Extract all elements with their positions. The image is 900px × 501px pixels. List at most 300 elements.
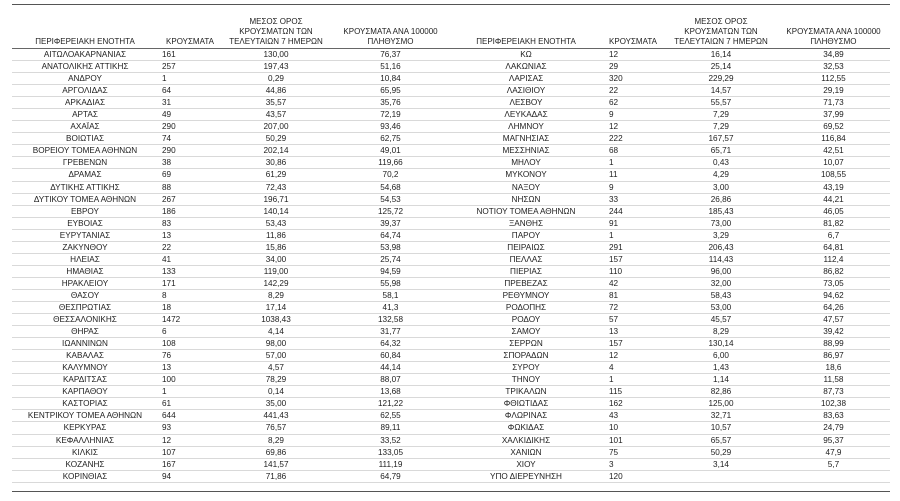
cases-cell: 222 xyxy=(609,134,623,144)
per-capita-cell: 86,82 xyxy=(823,266,844,276)
cases-cell: 62 xyxy=(609,98,619,108)
cases-cell: 88 xyxy=(162,182,172,192)
avg-cell: 0,14 xyxy=(268,387,284,397)
region-cell: ΑΙΤΩΛΟΑΚΑΡΝΑΝΙΑΣ xyxy=(43,50,127,59)
avg-cell: 1,14 xyxy=(713,375,729,385)
table-row xyxy=(451,374,890,386)
avg-cell: 0,29 xyxy=(268,74,284,84)
cases-cell: 12 xyxy=(609,50,619,59)
cases-cell: 133 xyxy=(162,266,176,276)
avg-cell: 61,29 xyxy=(265,170,287,180)
cases-cell: 42 xyxy=(609,278,619,288)
per-capita-cell: 35,76 xyxy=(380,98,401,108)
avg-cell: 45,57 xyxy=(710,315,732,325)
table-row xyxy=(451,109,890,121)
cases-cell: 1 xyxy=(609,230,614,240)
cases-cell: 74 xyxy=(162,134,172,144)
cases-cell: 29 xyxy=(609,62,619,72)
region-cell: ΝΗΣΩΝ xyxy=(511,194,541,204)
region-cell: ΑΡΚΑΔΙΑΣ xyxy=(64,98,106,108)
region-cell: ΗΡΑΚΛΕΙΟΥ xyxy=(61,278,109,288)
avg-cell: 3,00 xyxy=(713,182,729,192)
header-avg-line2: ΚΡΟΥΣΜΑΤΩΝ ΤΩΝ xyxy=(684,27,758,36)
per-capita-cell: 49,01 xyxy=(380,146,401,156)
avg-cell: 78,29 xyxy=(265,375,287,385)
region-cell: ΔΡΑΜΑΣ xyxy=(68,170,102,180)
per-capita-cell: 10,07 xyxy=(823,158,844,168)
avg-cell: 140,14 xyxy=(263,206,289,216)
avg-cell: 76,57 xyxy=(265,423,287,433)
cases-cell: 93 xyxy=(162,423,172,433)
avg-cell: 73,00 xyxy=(710,218,732,228)
cases-cell: 162 xyxy=(609,399,623,409)
region-cell: ΚΑΒΑΛΑΣ xyxy=(66,351,104,361)
header-per-line2: ΠΛΗΘΥΣΜΟ xyxy=(367,37,414,46)
region-cell: ΡΟΔΟΥ xyxy=(511,315,541,325)
table-row xyxy=(451,85,890,97)
cases-cell: 3 xyxy=(609,459,614,469)
per-capita-cell: 33,52 xyxy=(380,435,401,445)
header-avg xyxy=(665,17,777,47)
table-row xyxy=(451,447,890,459)
per-capita-cell: 44,14 xyxy=(380,363,401,373)
cases-cell: 1 xyxy=(162,387,167,397)
per-capita-cell: 76,37 xyxy=(380,50,401,59)
region-cell: ΚΟΡΙΝΘΙΑΣ xyxy=(62,471,108,481)
per-capita-cell: 69,52 xyxy=(823,122,844,132)
cases-cell: 72 xyxy=(609,302,619,312)
table-row xyxy=(12,194,451,206)
per-capita-cell: 70,2 xyxy=(382,170,399,180)
avg-cell: 8,29 xyxy=(713,327,729,337)
table-row xyxy=(451,254,890,266)
table-row xyxy=(451,206,890,218)
table-row xyxy=(12,182,451,194)
avg-cell: 1038,43 xyxy=(261,315,291,325)
per-capita-cell: 119,66 xyxy=(378,158,403,168)
per-capita-cell: 83,63 xyxy=(823,411,844,421)
table-row xyxy=(12,145,451,157)
per-capita-cell: 43,19 xyxy=(823,182,844,192)
per-capita-cell: 116,84 xyxy=(821,134,846,144)
cases-cell: 12 xyxy=(162,435,172,445)
avg-cell: 7,29 xyxy=(713,122,729,132)
per-capita-cell: 11,58 xyxy=(823,375,844,385)
per-capita-cell: 125,72 xyxy=(377,206,404,216)
per-capita-cell: 64,74 xyxy=(380,230,401,240)
avg-cell: 58,43 xyxy=(710,290,732,300)
table-row xyxy=(12,133,451,145)
per-capita-cell: 54,53 xyxy=(380,194,401,204)
region-cell: ΛΗΜΝΟΥ xyxy=(508,122,544,132)
avg-cell: 6,00 xyxy=(713,351,729,361)
avg-cell: 69,86 xyxy=(265,447,287,457)
per-capita-cell: 47,9 xyxy=(825,447,842,457)
table-row xyxy=(451,386,890,398)
per-capita-cell: 51,16 xyxy=(380,62,401,72)
table-row xyxy=(451,145,890,157)
avg-cell: 65,71 xyxy=(710,146,732,156)
table-row xyxy=(451,422,890,434)
region-cell: ΤΗΝΟΥ xyxy=(511,375,541,385)
table-row xyxy=(12,206,451,218)
region-cell: ΠΑΡΟΥ xyxy=(511,230,541,240)
per-capita-cell: 93,46 xyxy=(380,122,401,132)
region-cell: ΚΕΝΤΡΙΚΟΥ ΤΟΜΕΑ ΑΘΗΝΩΝ xyxy=(27,411,143,421)
avg-cell: 25,14 xyxy=(710,62,732,72)
table-row xyxy=(451,61,890,73)
region-cell: ΡΟΔΟΠΗΣ xyxy=(505,302,547,312)
region-cell: ΣΕΡΡΩΝ xyxy=(509,339,543,349)
per-capita-cell: 86,97 xyxy=(823,351,844,361)
avg-cell: 8,29 xyxy=(268,290,284,300)
avg-cell: 98,00 xyxy=(265,339,287,349)
avg-cell: 53,43 xyxy=(265,218,287,228)
table-row xyxy=(12,338,451,350)
table-row xyxy=(451,338,890,350)
table-row xyxy=(12,410,451,422)
avg-cell: 16,14 xyxy=(710,50,732,59)
table-right xyxy=(451,12,890,483)
avg-cell: 35,57 xyxy=(265,98,287,108)
region-cell: ΦΛΩΡΙΝΑΣ xyxy=(504,411,548,421)
avg-cell: 197,43 xyxy=(263,62,289,72)
region-cell: ΛΕΣΒΟΥ xyxy=(509,98,543,108)
region-cell: ΒΟΙΩΤΙΑΣ xyxy=(65,134,105,144)
per-capita-cell: 87,73 xyxy=(823,387,844,397)
cases-cell: 13 xyxy=(162,363,172,373)
per-capita-cell: 64,32 xyxy=(380,339,401,349)
per-capita-cell: 72,19 xyxy=(380,110,401,120)
avg-cell: 50,29 xyxy=(265,134,287,144)
region-cell: ΧΑΝΙΩΝ xyxy=(510,447,542,457)
cases-cell: 9 xyxy=(609,182,614,192)
avg-cell: 167,57 xyxy=(708,134,734,144)
table-row xyxy=(12,49,451,61)
cases-cell: 38 xyxy=(162,158,172,168)
cases-cell: 1472 xyxy=(162,315,181,325)
cases-cell: 33 xyxy=(609,194,619,204)
table-row xyxy=(451,73,890,85)
cases-cell: 1 xyxy=(162,74,167,84)
header-avg xyxy=(222,17,330,47)
table-body-right xyxy=(451,49,890,483)
table-row xyxy=(451,242,890,254)
region-cell: ΛΑΡΙΣΑΣ xyxy=(508,74,544,84)
region-cell: ΞΑΝΘΗΣ xyxy=(508,218,544,228)
avg-cell: 130,14 xyxy=(708,339,734,349)
cases-cell: 120 xyxy=(609,471,623,481)
region-cell: ΜΥΚΟΝΟΥ xyxy=(505,170,547,180)
per-capita-cell: 60,84 xyxy=(380,351,401,361)
table-row xyxy=(12,386,451,398)
cases-cell: 12 xyxy=(609,122,619,132)
region-cell: ΑΧΑΪΑΣ xyxy=(70,122,100,132)
cases-cell: 18 xyxy=(162,302,172,312)
header-avg-line1: ΜΕΣΟΣ ΟΡΟΣ xyxy=(249,17,303,26)
table-header-left xyxy=(12,12,451,49)
table-row xyxy=(451,350,890,362)
avg-cell: 82,86 xyxy=(710,387,732,397)
region-cell: ΓΡΕΒΕΝΩΝ xyxy=(62,158,108,168)
per-capita-cell: 88,07 xyxy=(380,375,401,385)
region-cell: ΘΑΣΟΥ xyxy=(70,290,100,300)
avg-cell: 441,43 xyxy=(263,411,289,421)
per-capita-cell: 112,55 xyxy=(821,74,846,84)
cases-cell: 13 xyxy=(609,327,619,337)
cases-cell: 41 xyxy=(162,254,172,264)
cases-cell: 11 xyxy=(609,170,618,180)
per-capita-cell: 42,51 xyxy=(823,146,844,156)
table-row xyxy=(451,218,890,230)
cases-cell: 290 xyxy=(162,146,176,156)
cases-cell: 57 xyxy=(609,315,619,325)
cases-cell: 161 xyxy=(162,50,176,59)
table-row xyxy=(12,350,451,362)
cases-cell: 157 xyxy=(609,339,623,349)
cases-cell: 76 xyxy=(162,351,172,361)
header-avg-line3: ΤΕΛΕΥΤΑΙΩΝ 7 ΗΜΕΡΩΝ xyxy=(229,37,323,46)
table-row xyxy=(451,182,890,194)
per-capita-cell: 46,05 xyxy=(823,206,844,216)
per-capita-cell: 132,58 xyxy=(377,315,404,325)
avg-cell: 3,14 xyxy=(713,459,729,469)
per-capita-cell: 81,82 xyxy=(823,218,844,228)
per-capita-cell: 73,05 xyxy=(823,278,844,288)
table-row xyxy=(12,326,451,338)
table-row xyxy=(451,266,890,278)
table-row xyxy=(451,97,890,109)
avg-cell: 57,00 xyxy=(265,351,287,361)
table-left xyxy=(12,12,451,483)
cases-cell: 101 xyxy=(609,435,623,445)
region-cell: ΜΕΣΣΗΝΙΑΣ xyxy=(502,146,550,156)
avg-cell: 72,43 xyxy=(265,182,287,192)
region-cell: ΔΥΤΙΚΗΣ ΑΤΤΙΚΗΣ xyxy=(50,182,120,192)
avg-cell: 14,57 xyxy=(710,86,732,96)
cases-cell: 31 xyxy=(162,98,172,108)
table-row xyxy=(12,278,451,290)
region-cell: ΖΑΚΥΝΘΟΥ xyxy=(62,242,108,252)
region-cell: ΚΑΣΤΟΡΙΑΣ xyxy=(62,399,108,409)
avg-cell: 119,00 xyxy=(263,266,289,276)
cases-cell: 69 xyxy=(162,170,172,180)
region-cell: ΒΟΡΕΙΟΥ ΤΟΜΕΑ ΑΘΗΝΩΝ xyxy=(32,146,138,156)
region-cell: ΚΑΡΠΑΘΟΥ xyxy=(62,387,108,397)
avg-cell: 3,29 xyxy=(713,230,729,240)
avg-cell: 35,00 xyxy=(265,399,287,409)
per-capita-cell: 108,55 xyxy=(820,170,847,180)
cases-cell: 64 xyxy=(162,86,172,96)
table-row xyxy=(12,422,451,434)
table-row xyxy=(12,435,451,447)
per-capita-cell: 64,26 xyxy=(823,302,844,312)
table-row xyxy=(451,398,890,410)
region-cell: ΑΡΤΑΣ xyxy=(72,110,98,120)
avg-cell: 125,00 xyxy=(708,399,734,409)
cases-cell: 244 xyxy=(609,206,623,216)
region-cell: ΘΕΣΠΡΩΤΙΑΣ xyxy=(58,302,112,312)
region-cell: ΦΘΙΩΤΙΔΑΣ xyxy=(503,399,549,409)
cases-cell: 13 xyxy=(162,230,172,240)
cases-cell: 115 xyxy=(609,387,623,397)
per-capita-cell: 34,89 xyxy=(823,50,844,59)
region-cell: ΕΥΒΟΙΑΣ xyxy=(67,218,103,228)
cases-cell: 110 xyxy=(609,266,623,276)
per-capita-cell: 24,79 xyxy=(823,423,844,433)
avg-cell: 11,86 xyxy=(266,230,286,240)
region-cell: ΣΑΜΟΥ xyxy=(511,327,541,337)
avg-cell: 185,43 xyxy=(708,206,734,216)
header-cases: ΚΡΟΥΣΜΑΤΑ xyxy=(609,37,657,46)
cases-cell: 320 xyxy=(609,74,623,84)
cases-cell: 75 xyxy=(609,447,619,457)
table-row xyxy=(451,278,890,290)
per-capita-cell: 133,05 xyxy=(377,447,404,457)
header-per-line1: ΚΡΟΥΣΜΑΤΑ ΑΝΑ 100000 xyxy=(786,27,881,36)
avg-cell: 43,57 xyxy=(265,110,287,120)
bottom-rule xyxy=(12,491,890,492)
table-row xyxy=(451,121,890,133)
cases-cell: 61 xyxy=(162,399,172,409)
per-capita-cell: 37,99 xyxy=(823,110,844,120)
table-row xyxy=(451,230,890,242)
header-per xyxy=(330,27,451,47)
table-row xyxy=(12,290,451,302)
cases-cell: 22 xyxy=(162,242,172,252)
per-capita-cell: 53,98 xyxy=(380,242,401,252)
region-cell: ΝΟΤΙΟΥ ΤΟΜΕΑ ΑΘΗΝΩΝ xyxy=(476,206,576,216)
cases-cell: 12 xyxy=(609,351,619,361)
table-row xyxy=(12,121,451,133)
region-cell: ΚΙΛΚΙΣ xyxy=(71,447,98,457)
per-capita-cell: 62,55 xyxy=(380,411,401,421)
table-row xyxy=(12,314,451,326)
avg-cell: 206,43 xyxy=(708,242,734,252)
per-capita-cell: 71,73 xyxy=(823,98,844,108)
table-row xyxy=(451,435,890,447)
per-capita-cell: 5,7 xyxy=(827,459,840,469)
table-row xyxy=(451,290,890,302)
cases-cell: 157 xyxy=(609,254,623,264)
cases-cell: 4 xyxy=(609,363,614,373)
table-row xyxy=(12,374,451,386)
table-row xyxy=(12,73,451,85)
table-row xyxy=(451,133,890,145)
region-cell: ΠΕΛΛΑΣ xyxy=(509,254,543,264)
per-capita-cell: 95,37 xyxy=(823,435,844,445)
region-cell: ΧΑΛΚΙΔΙΚΗΣ xyxy=(501,435,551,445)
region-cell: ΑΡΓΟΛΙΔΑΣ xyxy=(62,86,108,96)
region-cell: ΠΙΕΡΙΑΣ xyxy=(510,266,542,276)
avg-cell: 229,29 xyxy=(708,74,734,84)
avg-cell: 65,57 xyxy=(710,435,732,445)
region-cell: ΦΩΚΙΔΑΣ xyxy=(507,423,545,433)
avg-cell: 114,43 xyxy=(708,254,734,264)
avg-cell: 141,57 xyxy=(263,459,289,469)
cases-cell: 68 xyxy=(609,146,619,156)
region-cell: ΡΕΘΥΜΝΟΥ xyxy=(502,290,550,300)
avg-cell: 32,00 xyxy=(710,278,732,288)
avg-cell: 7,29 xyxy=(713,110,729,120)
per-capita-cell: 94,62 xyxy=(823,290,844,300)
avg-cell: 15,86 xyxy=(265,242,287,252)
region-cell: ΣΥΡΟΥ xyxy=(512,363,540,373)
cases-cell: 94 xyxy=(162,471,172,481)
header-cases: ΚΡΟΥΣΜΑΤΑ xyxy=(166,37,214,46)
table-row xyxy=(451,314,890,326)
cases-cell: 22 xyxy=(609,86,619,96)
header-avg-line1: ΜΕΣΟΣ ΟΡΟΣ xyxy=(694,17,748,26)
avg-cell: 4,29 xyxy=(713,170,729,180)
cases-cell: 291 xyxy=(609,242,623,252)
region-cell: ΠΕΙΡΑΙΩΣ xyxy=(507,242,545,252)
region-cell: ΝΑΞΟΥ xyxy=(511,182,541,192)
cases-cell: 91 xyxy=(609,218,619,228)
avg-cell: 4,14 xyxy=(268,327,284,337)
avg-cell: 32,71 xyxy=(710,411,732,421)
region-cell: ΜΑΓΝΗΣΙΑΣ xyxy=(502,134,550,144)
table-row xyxy=(451,49,890,61)
cases-cell: 644 xyxy=(162,411,176,421)
region-cell: ΑΝΔΡΟΥ xyxy=(68,74,102,84)
table-row xyxy=(451,194,890,206)
avg-cell: 71,86 xyxy=(265,471,287,481)
cases-cell: 9 xyxy=(609,110,614,120)
per-capita-cell: 111,19 xyxy=(378,459,403,469)
table-row xyxy=(451,410,890,422)
cases-cell: 107 xyxy=(162,447,176,457)
per-capita-cell: 65,95 xyxy=(380,86,401,96)
table-row xyxy=(12,266,451,278)
table-row xyxy=(12,447,451,459)
avg-cell: 44,86 xyxy=(265,86,287,96)
per-capita-cell: 31,77 xyxy=(380,327,401,337)
table-row xyxy=(451,471,890,483)
avg-cell: 50,29 xyxy=(710,447,732,457)
cases-cell: 1 xyxy=(609,375,614,385)
region-cell: ΤΡΙΚΑΛΩΝ xyxy=(505,387,547,397)
cases-cell: 108 xyxy=(162,339,176,349)
region-cell: ΘΗΡΑΣ xyxy=(71,327,99,337)
table-row xyxy=(12,471,451,483)
region-cell: ΚΕΦΑΛΛΗΝΙΑΣ xyxy=(55,435,115,445)
avg-cell: 207,00 xyxy=(263,122,289,132)
region-cell: ΗΜΑΘΙΑΣ xyxy=(66,266,104,276)
table-row xyxy=(12,459,451,471)
header-per-line2: ΠΛΗΘΥΣΜΟ xyxy=(810,37,857,46)
region-cell: ΔΥΤΙΚΟΥ ΤΟΜΕΑ ΑΘΗΝΩΝ xyxy=(33,194,137,204)
table-row xyxy=(451,362,890,374)
table-row xyxy=(12,109,451,121)
avg-cell: 4,57 xyxy=(268,363,284,373)
avg-cell: 130,00 xyxy=(263,50,289,59)
region-cell: ΚΟΖΑΝΗΣ xyxy=(65,459,105,469)
cases-cell: 49 xyxy=(162,110,172,120)
region-cell: ΛΑΣΙΘΙΟΥ xyxy=(506,86,546,96)
avg-cell: 26,86 xyxy=(710,194,732,204)
table-row xyxy=(12,302,451,314)
region-cell: ΗΛΕΙΑΣ xyxy=(70,254,100,264)
region-cell: ΧΙΟΥ xyxy=(516,459,536,469)
cases-cell: 6 xyxy=(162,327,167,337)
table-row xyxy=(451,169,890,181)
region-cell: ΣΠΟΡΑΔΩΝ xyxy=(503,351,549,361)
table-row xyxy=(451,157,890,169)
avg-cell: 8,29 xyxy=(268,435,284,445)
per-capita-cell: 64,81 xyxy=(823,242,844,252)
avg-cell: 202,14 xyxy=(263,146,289,156)
